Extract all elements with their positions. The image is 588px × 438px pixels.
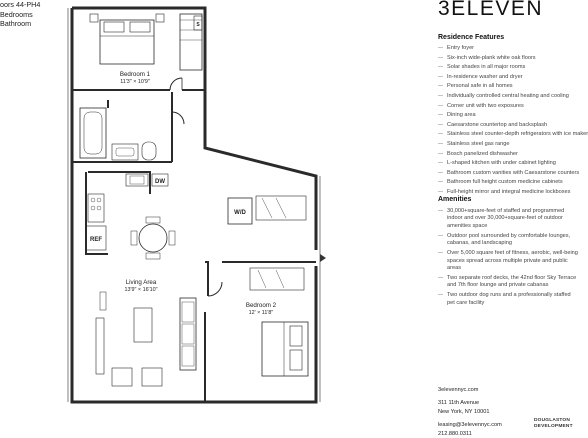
bedroom2-name: Bedroom 2 <box>245 302 277 309</box>
amenities-list <box>438 208 578 310</box>
list-item <box>438 82 578 92</box>
developer-logo <box>534 418 573 430</box>
bullet-icon: — <box>438 140 443 147</box>
wd-label: W/D <box>234 210 246 216</box>
email-link[interactable]: leasing@3elevennyc.com <box>438 422 502 429</box>
list-item <box>438 292 578 307</box>
developer-line-2: DEVELOPMENT <box>534 424 573 429</box>
list-item-text: Two outdoor dog runs and a professionally staffed pet care facility <box>447 292 571 306</box>
bullet-icon: — <box>438 232 443 239</box>
bullet-icon: — <box>438 54 443 61</box>
brand-logo: 3ELEVEN <box>438 0 544 20</box>
list-item <box>438 121 578 131</box>
list-item <box>438 44 578 54</box>
list-item-text: Dining area <box>447 112 476 119</box>
list-item-text: Bosch panelized dishwasher <box>447 150 518 157</box>
entry-arrow <box>320 254 326 262</box>
list-item-text: Stainless steel counter-depth refrigerators with ice maker <box>447 131 588 138</box>
bullet-icon: — <box>438 169 443 176</box>
sofa <box>180 298 196 370</box>
bullet-icon: — <box>438 121 443 128</box>
list-item-text: Solar shades in all major rooms <box>447 64 526 71</box>
bullet-icon: — <box>438 131 443 138</box>
address-line-1: 311 11th Avenue <box>438 400 480 407</box>
residence-features-list <box>438 44 588 198</box>
list-item-text: Two separate roof decks, the 42nd floor Sky Terrace and 7th floor lounge and private cabanas <box>447 275 577 289</box>
address-line-2: New York, NY 10001 <box>438 408 490 415</box>
bedroom2-dims: 12' × 11'8" <box>248 310 274 316</box>
list-item <box>438 54 578 64</box>
bedrooms-label: Bedrooms <box>0 9 33 19</box>
s-label: S <box>196 22 200 28</box>
bullet-icon: — <box>438 208 443 214</box>
list-item <box>438 233 578 248</box>
list-item-text: Bathroom full height custom medicine cabinets <box>447 179 563 186</box>
bullet-icon: — <box>438 64 443 71</box>
living-dims: 13'9" × 16'10" <box>124 287 158 293</box>
bullet-icon: — <box>438 73 443 80</box>
media-console <box>96 318 104 374</box>
bullet-icon: — <box>438 102 443 109</box>
list-item <box>438 111 578 121</box>
list-item <box>438 102 578 112</box>
list-item <box>438 159 578 169</box>
outer-wall <box>72 8 316 250</box>
bathrooms-label: Bathroom <box>0 19 32 29</box>
list-item-text: Corner unit with two exposures <box>447 102 524 109</box>
dining-table <box>139 224 167 252</box>
range <box>88 194 104 222</box>
list-item <box>438 250 578 272</box>
bullet-icon: — <box>438 45 443 51</box>
ref-label: REF <box>90 237 102 243</box>
list-item <box>438 73 578 83</box>
bullet-icon: — <box>438 250 443 257</box>
toilet <box>142 142 156 160</box>
amenities-title: Amenities <box>438 196 472 203</box>
list-item-text: Outdoor pool surrounded by comfortable lounges, cabanas, and landscaping <box>447 232 571 247</box>
developer-line-1: DOUGLASTON <box>534 418 571 423</box>
phone-number: 212.880.0311 <box>438 430 472 437</box>
bullet-icon: — <box>438 83 443 90</box>
floors-label: oors 44-PH4 <box>0 0 41 9</box>
bullet-icon: — <box>438 275 443 282</box>
list-item <box>438 92 578 102</box>
list-item-text: L-shaped kitchen with under cabinet lighting <box>447 160 556 167</box>
website-link[interactable]: 3elevennyc.com <box>438 387 479 393</box>
bullet-icon: — <box>438 112 443 119</box>
bedroom1-dims: 11'3" × 10'9" <box>120 79 150 85</box>
bullet-icon: — <box>438 92 443 99</box>
bedroom1-name: Bedroom 1 <box>119 71 151 78</box>
bullet-icon: — <box>438 179 443 186</box>
bed-1 <box>100 20 154 64</box>
residence-features-title: Residence Features <box>438 34 505 41</box>
list-item <box>438 140 578 150</box>
list-item <box>438 208 578 230</box>
bed-2 <box>262 322 308 376</box>
living-name: Living Area <box>125 279 157 286</box>
list-item <box>438 130 588 140</box>
coffee-table <box>134 308 152 342</box>
list-item-text: Full-height mirror and integral medicine lockboxes <box>447 188 571 195</box>
list-item-text: Over 5,000 square feet of fitness, aerobic, well-being spaces spread across multiple private and public areas <box>447 250 578 272</box>
list-item-text: Stainless steel gas range <box>447 140 510 147</box>
dw-label: DW <box>155 179 165 185</box>
list-item-text: 30,000+square-feet of staffed and programmed indoor and over 30,000+square-feet of outdoor amenities space <box>447 208 565 229</box>
list-item <box>438 178 578 188</box>
list-item-text: Caesarstone countertop and backsplash <box>447 121 548 128</box>
bullet-icon: — <box>438 150 443 157</box>
bullet-icon: — <box>438 188 443 195</box>
list-item <box>438 275 578 290</box>
list-item-text: In-residence washer and dryer <box>447 73 523 80</box>
bullet-icon: — <box>438 292 443 299</box>
list-item <box>438 63 578 73</box>
contact-block <box>438 386 502 438</box>
list-item-text: Six-inch wide-plank white oak floors <box>447 54 536 61</box>
bullet-icon: — <box>438 160 443 167</box>
list-item-text: Bathroom custom vanities with Caesarstone counters <box>447 169 580 176</box>
list-item <box>438 150 578 160</box>
list-item-text: Individually controlled central heating and cooling <box>447 92 569 99</box>
list-item-text: Entry foyer <box>447 45 475 51</box>
list-item-text: Personal safe in all homes <box>447 83 513 90</box>
list-item <box>438 169 578 179</box>
